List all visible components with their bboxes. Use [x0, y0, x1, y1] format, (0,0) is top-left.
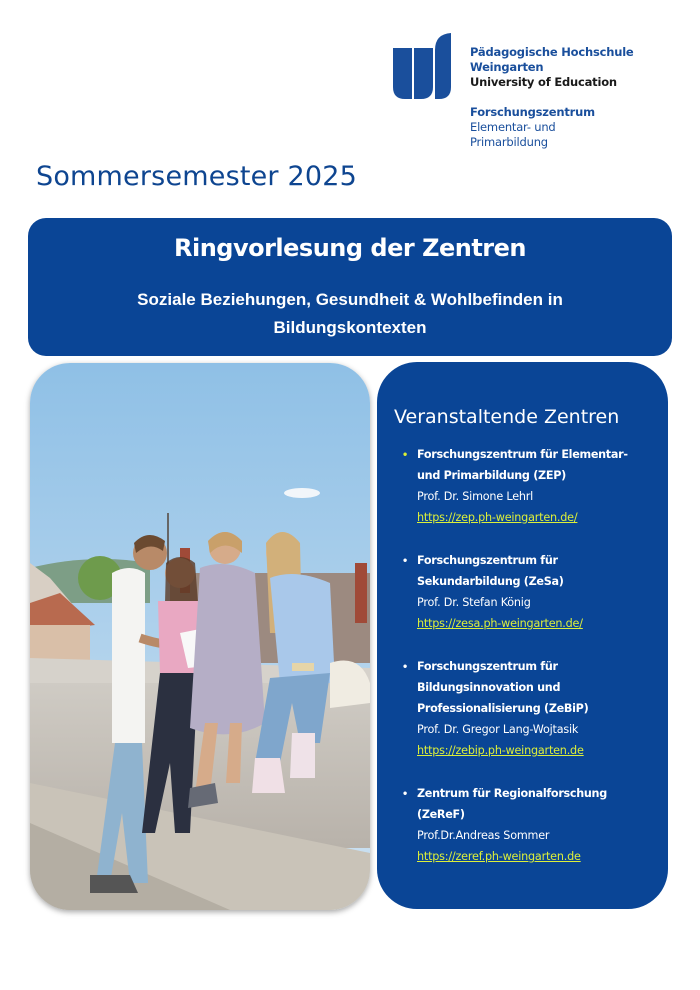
university-name: [470, 45, 634, 90]
semester-heading: Sommersemester 2025: [36, 161, 358, 192]
center-name-line3: Primarbildung: [470, 135, 548, 149]
center-name: Zentrum für Regionalforschung (ZeReF): [417, 787, 607, 821]
center-link[interactable]: https://zeref.ph-weingarten.de: [417, 850, 581, 863]
bullet-icon: •: [403, 659, 408, 673]
center-head: Prof. Dr. Stefan König: [417, 596, 531, 609]
centers-list: [403, 444, 653, 889]
bullet-icon: •: [403, 786, 408, 800]
university-name-line3: University of Education: [470, 75, 617, 89]
university-name-line2: Weingarten: [470, 60, 544, 74]
center-head: Prof. Dr. Gregor Lang-Wojtasik: [417, 723, 579, 736]
center-name: Forschungszentrum für Sekundarbildung (ZeSa): [417, 554, 564, 588]
center-name: Forschungszentrum für Bildungsinnovation und Professionalisierung (ZeBiP): [417, 660, 589, 715]
bullet-icon: •: [403, 553, 408, 567]
center-name-line2: Elementar- und: [470, 120, 556, 134]
center-link[interactable]: https://zep.ph-weingarten.de/: [417, 511, 578, 524]
center-link[interactable]: https://zebip.ph-weingarten.de: [417, 744, 584, 757]
bullet-icon: •: [403, 447, 408, 461]
organizing-centers-panel: [377, 362, 668, 909]
center-item-zep: [403, 444, 653, 529]
panel-title: Veranstaltende Zentren: [394, 406, 620, 428]
center-item-zebip: [403, 656, 653, 762]
center-name: [470, 105, 595, 150]
university-name-line1: Pädagogische Hochschule: [470, 45, 634, 59]
center-name: Forschungszentrum für Elementar- und Primarbildung (ZEP): [417, 448, 628, 482]
center-link[interactable]: https://zesa.ph-weingarten.de/: [417, 617, 583, 630]
center-head: Prof. Dr. Simone Lehrl: [417, 490, 534, 503]
center-name-line1: Forschungszentrum: [470, 105, 595, 119]
center-item-zesa: [403, 550, 653, 635]
center-item-zeref: [403, 783, 653, 868]
center-head: Prof.Dr.Andreas Sommer: [417, 829, 550, 842]
title-banner: [28, 218, 672, 356]
university-logo-icon: [392, 32, 452, 100]
students-photo: [30, 363, 370, 910]
banner-subtitle: Soziale Beziehungen, Gesundheit & Wohlbefinden in Bildungskontexten: [137, 290, 563, 337]
banner-title: Ringvorlesung der Zentren: [173, 234, 527, 262]
